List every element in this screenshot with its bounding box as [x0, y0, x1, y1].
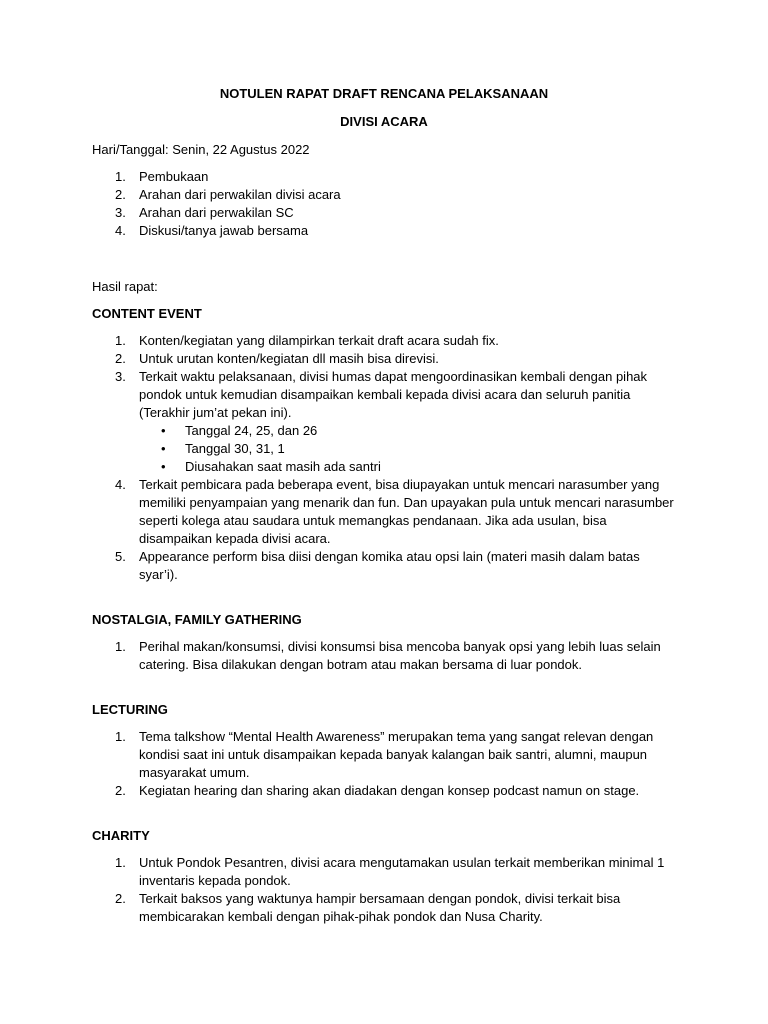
nostalgia-list	[92, 638, 676, 674]
agenda-item	[92, 222, 676, 240]
section-heading-charity: CHARITY	[92, 828, 150, 843]
item-text: Perihal makan/konsumsi, divisi konsumsi bisa mencoba banyak opsi yang lebih luas selain catering. Bisa dilakukan dengan botram atau makan bersama di luar pondok.	[139, 639, 661, 672]
item-number: 1.	[115, 169, 126, 184]
sub-item	[139, 422, 676, 440]
list-item	[92, 332, 676, 350]
document-subtitle: DIVISI ACARA	[340, 114, 428, 129]
section-heading-content-event: CONTENT EVENT	[92, 306, 202, 321]
list-item	[92, 368, 676, 476]
item-text: Pembukaan	[139, 169, 209, 184]
item-text: Arahan dari perwakilan SC	[139, 205, 294, 220]
lecturing-list	[92, 728, 676, 800]
item-number: 3.	[115, 369, 126, 384]
list-item	[92, 548, 676, 584]
list-item	[92, 854, 676, 890]
bullet-icon: •	[161, 423, 166, 438]
item-number: 4.	[115, 223, 126, 238]
sub-item-text: Tanggal 24, 25, dan 26	[185, 423, 318, 438]
item-number: 1.	[115, 729, 126, 744]
list-item	[92, 890, 676, 926]
item-number: 2.	[115, 187, 126, 202]
list-item	[92, 476, 676, 548]
item-number: 2.	[115, 351, 126, 366]
content-event-list	[92, 332, 676, 584]
sub-item-text: Diusahakan saat masih ada santri	[185, 459, 381, 474]
item-text: Untuk urutan konten/kegiatan dll masih bisa direvisi.	[139, 351, 439, 366]
section-heading-nostalgia: NOSTALGIA, FAMILY GATHERING	[92, 612, 302, 627]
section-heading-lecturing: LECTURING	[92, 702, 168, 717]
item-number: 2.	[115, 891, 126, 906]
item-text: Appearance perform bisa diisi dengan komika atau opsi lain (materi masih dalam batas syar’i).	[139, 549, 640, 582]
sub-item-text: Tanggal 30, 31, 1	[185, 441, 285, 456]
agenda-item	[92, 186, 676, 204]
agenda-item	[92, 168, 676, 186]
item-text: Untuk Pondok Pesantren, divisi acara mengutamakan usulan terkait memberikan minimal 1 inventaris kepada pondok.	[139, 855, 665, 888]
list-item	[92, 350, 676, 368]
document-title: NOTULEN RAPAT DRAFT RENCANA PELAKSANAAN	[219, 86, 549, 101]
item-text: Tema talkshow “Mental Health Awareness” merupakan tema yang sangat relevan dengan kondisi saat ini untuk disampaikan kepada banyak kalangan baik santri, alumni, maupun masyarakat umum.	[139, 729, 654, 780]
bullet-icon: •	[161, 459, 166, 474]
agenda-item	[92, 204, 676, 222]
results-label: Hasil rapat:	[92, 279, 158, 294]
item-number: 4.	[115, 477, 126, 492]
sub-item	[139, 440, 676, 458]
item-number: 1.	[115, 639, 126, 654]
item-number: 1.	[115, 333, 126, 348]
bullet-icon: •	[161, 441, 166, 456]
item-text: Terkait waktu pelaksanaan, divisi humas dapat mengoordinasikan kembali dengan pihak pondok untuk kemudian disampaikan kembali kepada divisi acara dan seluruh panitia (Terakhir jum’at pekan ini).	[139, 369, 648, 420]
list-item	[92, 638, 676, 674]
charity-list	[92, 854, 676, 926]
item-number: 2.	[115, 783, 126, 798]
item-number: 1.	[115, 855, 126, 870]
item-text: Konten/kegiatan yang dilampirkan terkait draft acara sudah fix.	[139, 333, 499, 348]
item-text: Kegiatan hearing dan sharing akan diadakan dengan konsep podcast namun on stage.	[139, 783, 640, 798]
list-item	[92, 782, 676, 800]
list-item	[92, 728, 676, 782]
item-text: Arahan dari perwakilan divisi acara	[139, 187, 341, 202]
item-number: 3.	[115, 205, 126, 220]
item-text: Diskusi/tanya jawab bersama	[139, 223, 309, 238]
agenda-list	[92, 168, 676, 240]
sub-item	[139, 458, 676, 476]
item-number: 5.	[115, 549, 126, 564]
date-options-list	[139, 422, 676, 476]
item-text: Terkait pembicara pada beberapa event, bisa diupayakan untuk mencari narasumber yang memiliki penyampaian yang menarik dan fun. Dan upayakan pula untuk mencari narasumber seperti kolega atau saudara untuk memangkas pendanaan. Jika ada usulan, bisa disampaikan kepada divisi acara.	[139, 477, 674, 546]
meeting-date: Hari/Tanggal: Senin, 22 Agustus 2022	[92, 142, 310, 157]
item-text: Terkait baksos yang waktunya hampir bersamaan dengan pondok, divisi terkait bisa membicarakan kembali dengan pihak-pihak pondok dan Nusa Charity.	[139, 891, 621, 924]
